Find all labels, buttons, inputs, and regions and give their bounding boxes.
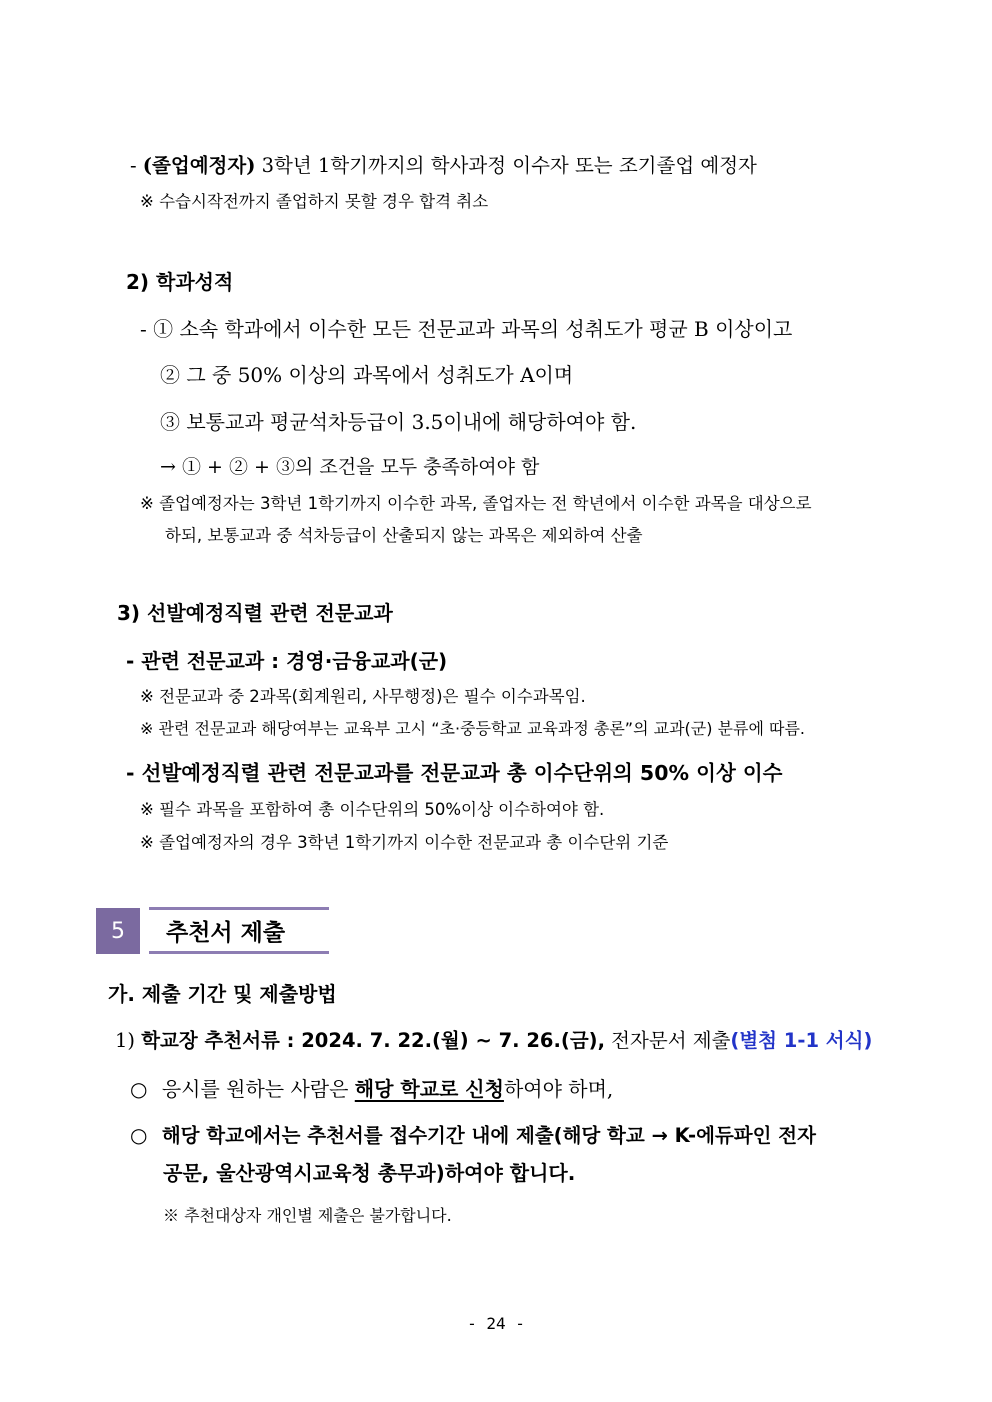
section-subheading: 가. 제출 기간 및 제출방법 [108, 982, 337, 1006]
grades-note-line-2: 하되, 보통교과 중 석차등급이 산출되지 않는 과목은 제외하여 산출 [165, 526, 643, 545]
subjects-note-1: ※ 전문교과 중 2과목(회계원리, 사무행정)은 필수 이수과목임. [140, 687, 586, 706]
submission-note: ※ 추천대상자 개인별 제출은 불가합니다. [163, 1206, 452, 1225]
graduate-dash: - [130, 154, 143, 177]
bullet-apply [130, 1073, 613, 1102]
grades-item-1: - ① 소속 학과에서 이수한 모든 전문교과 과목의 성취도가 평균 B 이상이고 [140, 317, 793, 341]
grades-item-3: ③ 보통교과 평균석차등급이 3.5이내에 해당하여야 함. [160, 410, 637, 434]
submission-item-1 [115, 1025, 872, 1053]
grades-arrow-line: → ① + ② + ③의 조건을 모두 충족하여야 함 [160, 456, 540, 478]
bullet-school-submit [130, 1120, 816, 1148]
section-number-badge: 5 [96, 908, 140, 954]
grades-heading: 2) 학과성적 [126, 270, 234, 294]
subjects-requirement: - 선발예정직렬 관련 전문교과를 전문교과 총 이수단위의 50% 이상 이수 [126, 761, 783, 785]
section-title-top-rule [149, 907, 329, 910]
subjects-note-2: ※ 관련 전문교과 해당여부는 교육부 고시 “초·중등학교 교육과정 총론”의 교과(군) 분류에 따름. [140, 719, 806, 738]
grades-note-line-1: ※ 졸업예정자는 3학년 1학기까지 이수한 과목, 졸업자는 전 학년에서 이수한 과목을 대상으로 [140, 494, 812, 513]
subjects-related: - 관련 전문교과 : 경영·금융교과(군) [126, 649, 448, 673]
section-title: 추천서 제출 [166, 920, 286, 946]
bullet-school-submit-line-1: 해당 학교에서는 추천서를 접수기간 내에 제출(해당 학교 → K-에듀파인 전자 [161, 1124, 816, 1147]
bullet-icon: ○ [130, 1123, 148, 1147]
bullet-apply-post: 하여야 하며, [503, 1077, 614, 1101]
section-title-bottom-rule [149, 951, 329, 954]
graduate-note: ※ 수습시작전까지 졸업하지 못할 경우 합격 취소 [140, 192, 489, 211]
graduate-label: (졸업예정자) [142, 154, 256, 177]
subjects-note-4: ※ 졸업예정자의 경우 3학년 1학기까지 이수한 전문교과 총 이수단위 기준 [140, 833, 669, 852]
subjects-heading: 3) 선발예정직렬 관련 전문교과 [117, 601, 393, 625]
attachment-reference: (별첨 1-1 서식) [730, 1029, 873, 1052]
bullet-icon: ○ [130, 1077, 148, 1101]
submission-item-1-dates: 학교장 추천서류 : 2024. 7. 22.(월) ~ 7. 26.(금), [141, 1029, 605, 1052]
graduate-line [130, 150, 757, 178]
bullet-apply-emphasis: 해당 학교로 신청 [354, 1077, 504, 1101]
bullet-apply-pre: 응시를 원하는 사람은 [161, 1077, 355, 1101]
subjects-note-3: ※ 필수 과목을 포함하여 총 이수단위의 50%이상 이수하여야 함. [140, 800, 605, 819]
submission-item-1-method: 전자문서 제출 [604, 1029, 731, 1052]
grades-item-2: ② 그 중 50% 이상의 과목에서 성취도가 A이며 [160, 363, 574, 387]
graduate-text: 3학년 1학기까지의 학사과정 이수자 또는 조기졸업 예정자 [255, 154, 757, 177]
page-number: - 24 - [467, 1314, 525, 1333]
submission-item-1-prefix: 1) [115, 1029, 142, 1052]
bullet-school-submit-line-2: 공문, 울산광역시교육청 총무과)하여야 합니다. [163, 1161, 576, 1185]
